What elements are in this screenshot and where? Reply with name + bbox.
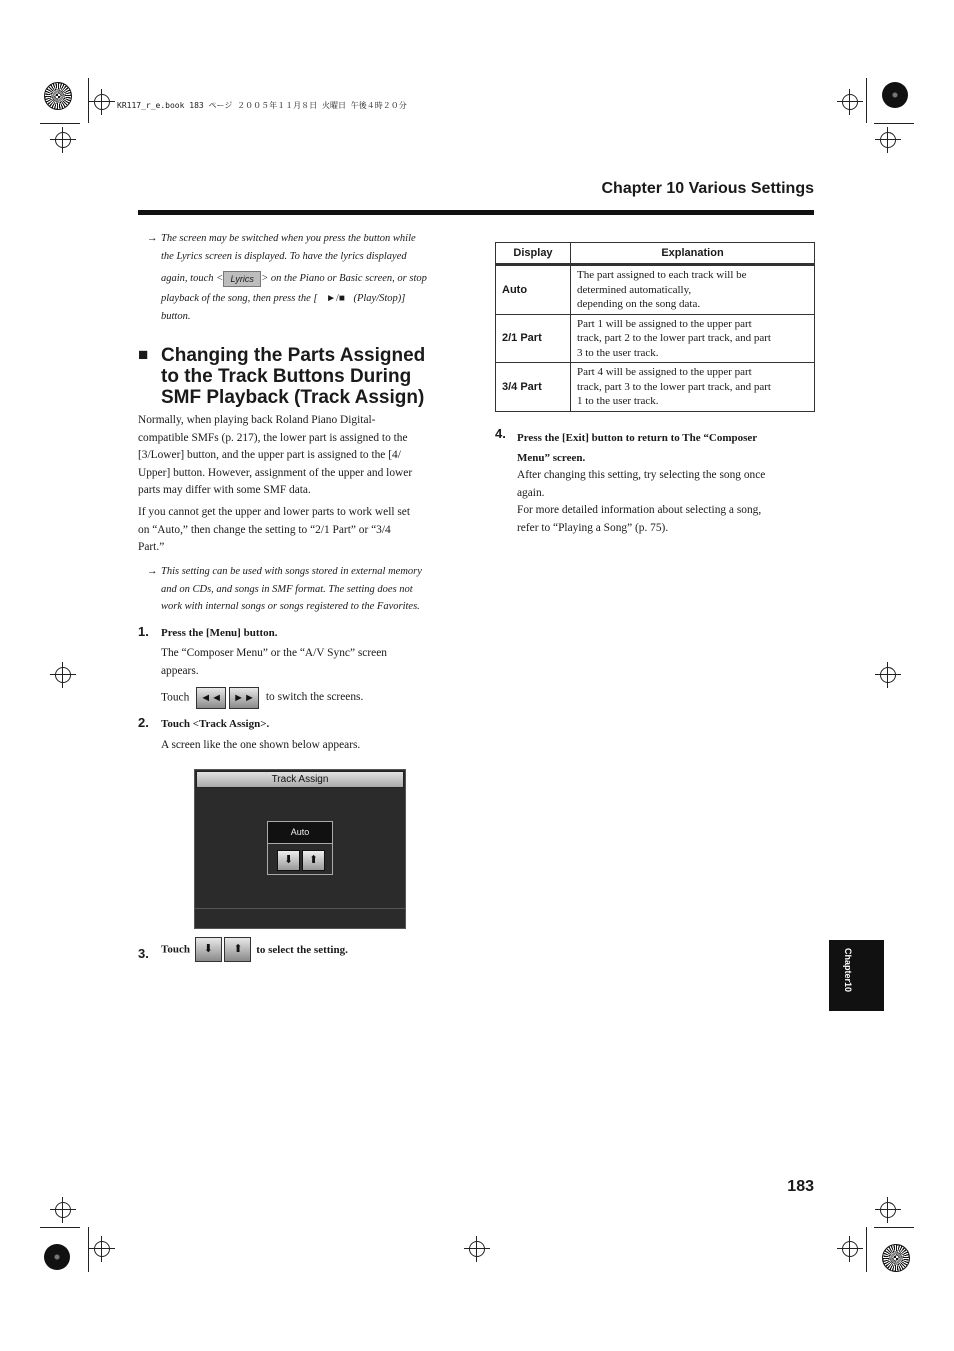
step-instruction: Press the [Exit] button to return to The “Composer Menu” screen. (517, 432, 758, 464)
table-row: 3/4 Part Part 4 will be assigned to the upper part track, part 3 to the lower part track, and part 1 to the user track. (496, 363, 815, 412)
section-title: Changing the Parts Assigned to the Track Buttons During SMF Playback (Track Assign) (161, 345, 426, 408)
chapter-side-tab: Chapter10 (829, 940, 884, 1011)
note-arrow-icon: → (147, 233, 158, 244)
chapter-title: Chapter 10 Various Settings (601, 180, 814, 197)
up-arrow-button[interactable]: ⬆ (302, 850, 325, 871)
screen-title: Track Assign (196, 771, 404, 788)
intro-paragraph: Normally, when playing back Roland Piano Digital- compatible SMFs (p. 217), the lower part is assigned to the [3/Lower] button, and the upper part is assigned to the [4/ Upper] button. However, assignment of the upper and lower parts may differ with some SMF data. (138, 414, 413, 496)
down-arrow-button[interactable]: ⬇ (277, 850, 300, 871)
crosshair-icon (469, 1241, 485, 1257)
crosshair-icon (842, 1241, 858, 1257)
step-number: 2. (138, 715, 149, 730)
file-header: KR117_r_e.book 183 ページ ２００５年１１月８日 火曜日 午後４時２０分 (117, 101, 407, 110)
crosshair-icon (55, 667, 71, 683)
crosshair-icon (55, 132, 71, 148)
crosshair-icon (880, 1202, 896, 1218)
table-row: 2/1 Part Part 1 will be assigned to the upper part track, part 2 to the lower part track, and part 3 to the user track. (496, 314, 815, 363)
up-arrow-button[interactable]: ⬆ (224, 937, 251, 962)
step-number: 1. (138, 624, 149, 639)
play-stop-icon: ►/■ (326, 293, 345, 304)
note-arrow-icon: → (147, 566, 158, 577)
table-header: Display (496, 243, 571, 265)
header-rule (138, 210, 814, 215)
registration-burst-icon (882, 1244, 910, 1272)
switch-screens-line: Touch ◄◄ ►► to switch the screens. (161, 687, 363, 709)
rewind-button[interactable]: ◄◄ (196, 687, 226, 709)
lyrics-button[interactable]: Lyrics (223, 271, 261, 287)
setting-paragraph: If you cannot get the upper and lower parts to work well set on “Auto,” then change the setting to “2/1 Part” or “3/4 Part.” (138, 506, 411, 553)
step-number: 3. (138, 946, 149, 961)
crosshair-icon (842, 94, 858, 110)
track-assign-screen (194, 769, 406, 929)
step4-description: After changing this setting, try selecting the song once again. For more detailed information about selecting a song, refer to “Playing a Song” (p. 75). (517, 469, 766, 534)
screen-footer (195, 908, 405, 928)
setting-value: Auto (268, 822, 332, 844)
step-instruction: Press the [Menu] button. (161, 627, 278, 639)
crosshair-icon (94, 94, 110, 110)
registration-dot-icon (882, 82, 908, 108)
setting-box (267, 821, 333, 875)
settings-table (495, 242, 815, 412)
section-marker-icon: ■ (138, 345, 149, 364)
step-instruction: Touch <Track Assign>. (161, 718, 270, 730)
fast-forward-button[interactable]: ►► (229, 687, 259, 709)
crosshair-icon (55, 1202, 71, 1218)
down-arrow-button[interactable]: ⬇ (195, 937, 222, 962)
table-header: Explanation (571, 243, 815, 265)
registration-dot-icon (44, 1244, 70, 1270)
step-number: 4. (495, 426, 506, 441)
crosshair-icon (94, 1241, 110, 1257)
table-row: Auto The part assigned to each track will be determined automatically, depending on the song data. (496, 266, 815, 315)
page-number: 183 (787, 1178, 814, 1195)
registration-burst-icon (44, 82, 72, 110)
crosshair-icon (880, 667, 896, 683)
step-instruction: Touch ⬇ ⬆ to select the setting. (161, 937, 348, 962)
crosshair-icon (880, 132, 896, 148)
